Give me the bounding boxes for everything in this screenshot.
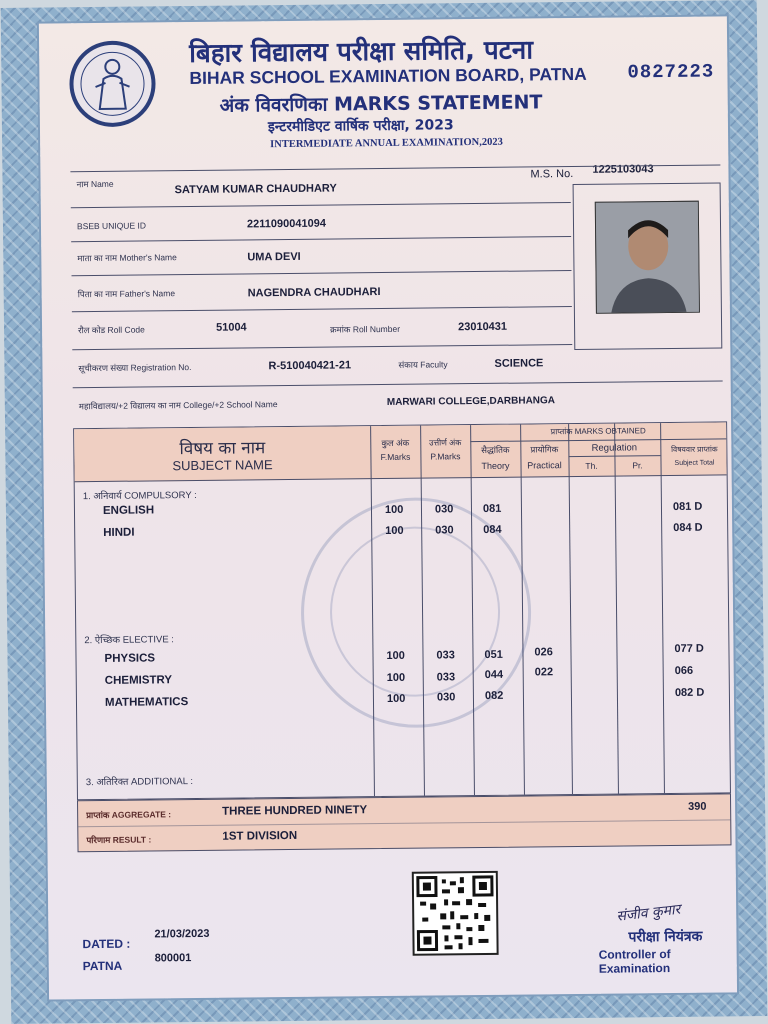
full-marks: 100 bbox=[386, 692, 406, 705]
statement-title-english: MARKS STATEMENT bbox=[333, 91, 543, 116]
full-marks: 100 bbox=[386, 671, 406, 684]
pass-marks: 033 bbox=[436, 671, 456, 684]
aggregate-band bbox=[77, 793, 732, 852]
place-label: PATNA bbox=[82, 958, 123, 974]
roll-number-label: क्रमांक Roll Number bbox=[330, 323, 401, 335]
mother-label: माता का नाम Mother's Name bbox=[77, 252, 177, 264]
regulation-th-header: Th. bbox=[585, 460, 598, 471]
subject-name: HINDI bbox=[103, 526, 135, 539]
aggregate-total: 390 bbox=[688, 800, 707, 813]
pass-marks: 030 bbox=[435, 524, 454, 537]
theory-marks: 044 bbox=[484, 668, 504, 681]
full-marks: 100 bbox=[384, 503, 404, 516]
roll-number: 23010431 bbox=[458, 320, 508, 334]
board-title-english: BIHAR SCHOOL EXAMINATION BOARD, PATNA bbox=[189, 63, 587, 89]
statement-title bbox=[220, 88, 543, 117]
subject-name: ENGLISH bbox=[102, 504, 155, 517]
subject-name: PHYSICS bbox=[104, 652, 156, 665]
subject-total-header: Subject Total bbox=[674, 459, 715, 467]
college-name: MARWARI COLLEGE,DARBHANGA bbox=[386, 395, 556, 408]
college-label: महाविद्यालय/+2 विद्यालय का नाम College/+2 School Name bbox=[78, 399, 278, 412]
regulation-header: Regulation bbox=[591, 442, 638, 454]
student-name: SATYAM KUMAR CHAUDHARY bbox=[174, 182, 337, 197]
registration-label: सूचीकरण संख्या Registration No. bbox=[78, 362, 192, 374]
pass-marks: 030 bbox=[434, 503, 454, 516]
mother-name: UMA DEVI bbox=[247, 250, 301, 264]
faculty-value: SCIENCE bbox=[494, 357, 544, 370]
pass-marks: 030 bbox=[436, 691, 456, 704]
pass-marks: 033 bbox=[436, 649, 455, 662]
subject-total: 066 bbox=[674, 664, 694, 677]
marks-obtained-header: प्राप्तांक MARKS OBTAINED bbox=[550, 426, 646, 437]
uid-value: 2211090041094 bbox=[246, 217, 326, 231]
serial-number: 0827223 bbox=[627, 60, 715, 84]
subject-total: 077 D bbox=[674, 642, 704, 655]
theory-marks: 084 bbox=[483, 523, 502, 536]
college-row bbox=[73, 380, 723, 427]
father-name: NAGENDRA CHAUDHARI bbox=[247, 286, 381, 300]
additional-section-label: 3. अतिरिक्त ADDITIONAL : bbox=[85, 776, 193, 789]
roll-code-label: रौल कोड Roll Code bbox=[78, 324, 145, 336]
roll-code: 51004 bbox=[215, 321, 247, 334]
statement-title-hindi: अंक विवरणिका bbox=[219, 93, 328, 117]
qr-code-icon bbox=[412, 871, 499, 956]
controller-signature: संजीव कुमार bbox=[615, 901, 682, 925]
aggregate-words: THREE HUNDRED NINETY bbox=[222, 804, 368, 818]
subject-total: 084 D bbox=[673, 521, 703, 534]
subject-total: 081 D bbox=[672, 500, 703, 513]
exam-name-hindi: इन्टरमीडिएट वार्षिक परीक्षा, 2023 bbox=[267, 117, 454, 136]
pmarks-header-hindi: उत्तीर्ण अंक bbox=[429, 438, 462, 448]
theory-marks: 081 bbox=[482, 502, 502, 515]
board-seal-icon bbox=[69, 40, 156, 127]
full-marks: 100 bbox=[385, 524, 404, 537]
theory-marks: 051 bbox=[484, 648, 503, 661]
aggregate-label: प्राप्तांक AGGREGATE : bbox=[86, 809, 172, 821]
fmarks-header-hindi: कुल अंक bbox=[381, 437, 410, 449]
uid-label: BSEB UNIQUE ID bbox=[76, 220, 147, 232]
pmarks-header: P.Marks bbox=[430, 451, 461, 462]
subject-total-header-hindi: विषयवार प्राप्तांक bbox=[671, 444, 718, 454]
dated-label: DATED : bbox=[82, 936, 131, 952]
full-marks: 100 bbox=[386, 649, 405, 662]
marks-table bbox=[73, 421, 731, 800]
place-code: 800001 bbox=[154, 952, 192, 965]
ms-no-label: M.S. No. bbox=[530, 167, 574, 181]
result-label: परिणाम RESULT : bbox=[86, 834, 152, 846]
roll-row bbox=[72, 306, 572, 350]
registration-number: R-510040421-21 bbox=[268, 359, 352, 373]
exam-name-english: INTERMEDIATE ANNUAL EXAMINATION,2023 bbox=[270, 136, 503, 151]
marks-statement bbox=[39, 16, 737, 999]
subject-header-english: SUBJECT NAME bbox=[172, 457, 273, 474]
subject-name: MATHEMATICS bbox=[104, 696, 189, 709]
subject-total: 082 D bbox=[674, 686, 705, 699]
name-label: नाम Name bbox=[76, 178, 114, 190]
fmarks-header: F.Marks bbox=[380, 451, 411, 463]
regulation-pr-header: Pr. bbox=[632, 460, 643, 471]
faculty-label: संकाय Faculty bbox=[398, 359, 448, 370]
practical-marks: 022 bbox=[534, 666, 554, 679]
subject-header-hindi: विषय का नाम bbox=[179, 438, 266, 460]
subject-name: CHEMISTRY bbox=[104, 674, 173, 687]
result-value: 1ST DIVISION bbox=[222, 829, 298, 843]
certificate-border bbox=[1, 0, 768, 1024]
board-title-hindi: बिहार विद्यालय परीक्षा समिति, पटना bbox=[189, 35, 534, 70]
theory-header-hindi: सैद्धांतिक bbox=[481, 444, 510, 455]
ms-no-value: 1225103043 bbox=[592, 163, 654, 176]
theory-header: Theory bbox=[481, 460, 510, 471]
controller-title-english: Controller of Examination bbox=[598, 947, 671, 976]
student-photo bbox=[595, 201, 700, 314]
elective-section-label: 2. ऐच्छिक ELECTIVE : bbox=[84, 634, 174, 647]
father-label: पिता का नाम Father's Name bbox=[77, 288, 176, 300]
controller-title-hindi: परीक्षा नियंत्रक bbox=[628, 928, 703, 946]
practical-header: Practical bbox=[527, 460, 562, 471]
issue-date: 21/03/2023 bbox=[154, 927, 210, 941]
practical-marks: 026 bbox=[534, 646, 553, 659]
practical-header-hindi: प्रायोगिक bbox=[530, 444, 559, 455]
theory-marks: 082 bbox=[484, 689, 504, 702]
compulsory-section-label: 1. अनिवार्य COMPULSORY : bbox=[82, 489, 197, 503]
